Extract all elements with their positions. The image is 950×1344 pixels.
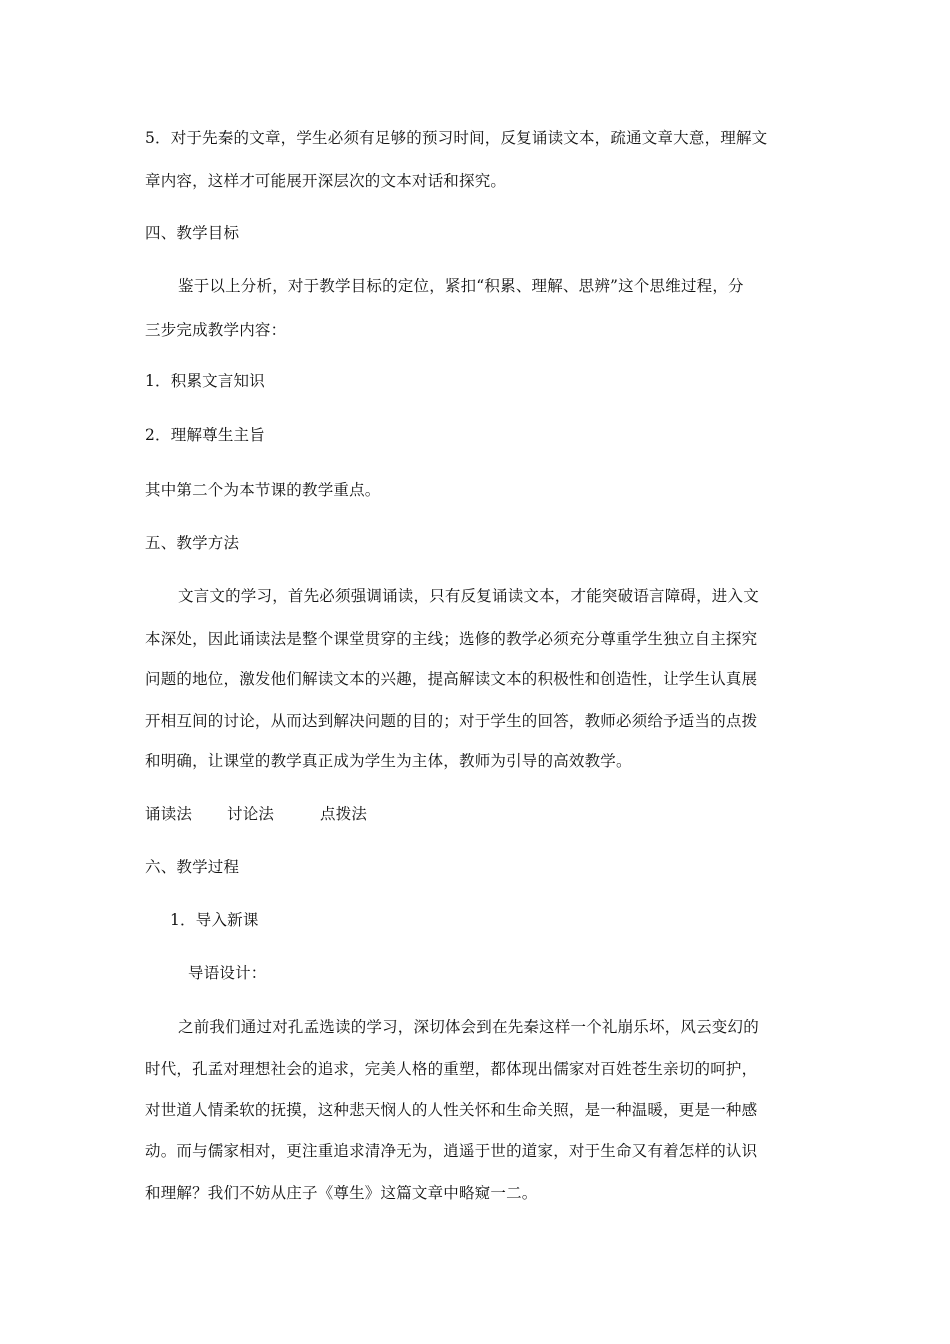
paragraph-line: 开相互间的讨论，从而达到解决问题的目的；对于学生的回答，教师必须给予适当的点拨 [145, 712, 758, 730]
paragraph-line: 章内容，这样才可能展开深层次的文本对话和探究。 [145, 172, 507, 190]
list-item: 2．理解尊生主旨 [145, 426, 265, 444]
method-item: 诵读法 [145, 805, 193, 823]
paragraph-line: 本深处，因此诵读法是整个课堂贯穿的主线；选修的教学必须充分尊重学生独立自主探究 [145, 630, 758, 648]
paragraph-line: 三步完成教学内容： [145, 321, 287, 339]
paragraph-line: 其中第二个为本节课的教学重点。 [145, 481, 381, 499]
section-heading: 六、教学过程 [145, 858, 240, 876]
paragraph-line: 5．对于先秦的文章，学生必须有足够的预习时间，反复诵读文本，疏通文章大意，理解文 [145, 129, 768, 147]
section-heading: 五、教学方法 [145, 534, 240, 552]
paragraph-line: 和理解？我们不妨从庄子《尊生》这篇文章中略窥一二。 [145, 1184, 538, 1202]
paragraph-line: 鉴于以上分析，对于教学目标的定位，紧扣“积累、理解、思辨”这个思维过程，分 [178, 277, 744, 295]
list-item: 1．积累文言知识 [145, 372, 265, 390]
label: 导语设计： [188, 964, 267, 982]
section-heading: 四、教学目标 [145, 224, 240, 242]
method-item: 讨论法 [227, 805, 275, 823]
paragraph-line: 动。而与儒家相对，更注重追求清净无为，逍遥于世的道家，对于生命又有着怎样的认识 [145, 1142, 758, 1160]
paragraph-line: 时代，孔孟对理想社会的追求，完美人格的重塑，都体现出儒家对百姓苍生亲切的呵护， [145, 1060, 758, 1078]
subsection-heading: 1．导入新课 [170, 911, 259, 929]
method-item: 点拨法 [320, 805, 368, 823]
paragraph-line: 之前我们通过对孔孟选读的学习，深切体会到在先秦这样一个礼崩乐坏，风云变幻的 [178, 1018, 759, 1036]
paragraph-line: 问题的地位，激发他们解读文本的兴趣，提高解读文本的积极性和创造性，让学生认真展 [145, 670, 758, 688]
paragraph-line: 文言文的学习，首先必须强调诵读，只有反复诵读文本，才能突破语言障碍，进入文 [178, 587, 759, 605]
paragraph-line: 对世道人情柔软的抚摸，这种悲天悯人的人性关怀和生命关照，是一种温暖，更是一种感 [145, 1101, 758, 1119]
methods-list [145, 804, 367, 824]
paragraph-line: 和明确，让课堂的教学真正成为学生为主体，教师为引导的高效教学。 [145, 752, 632, 770]
